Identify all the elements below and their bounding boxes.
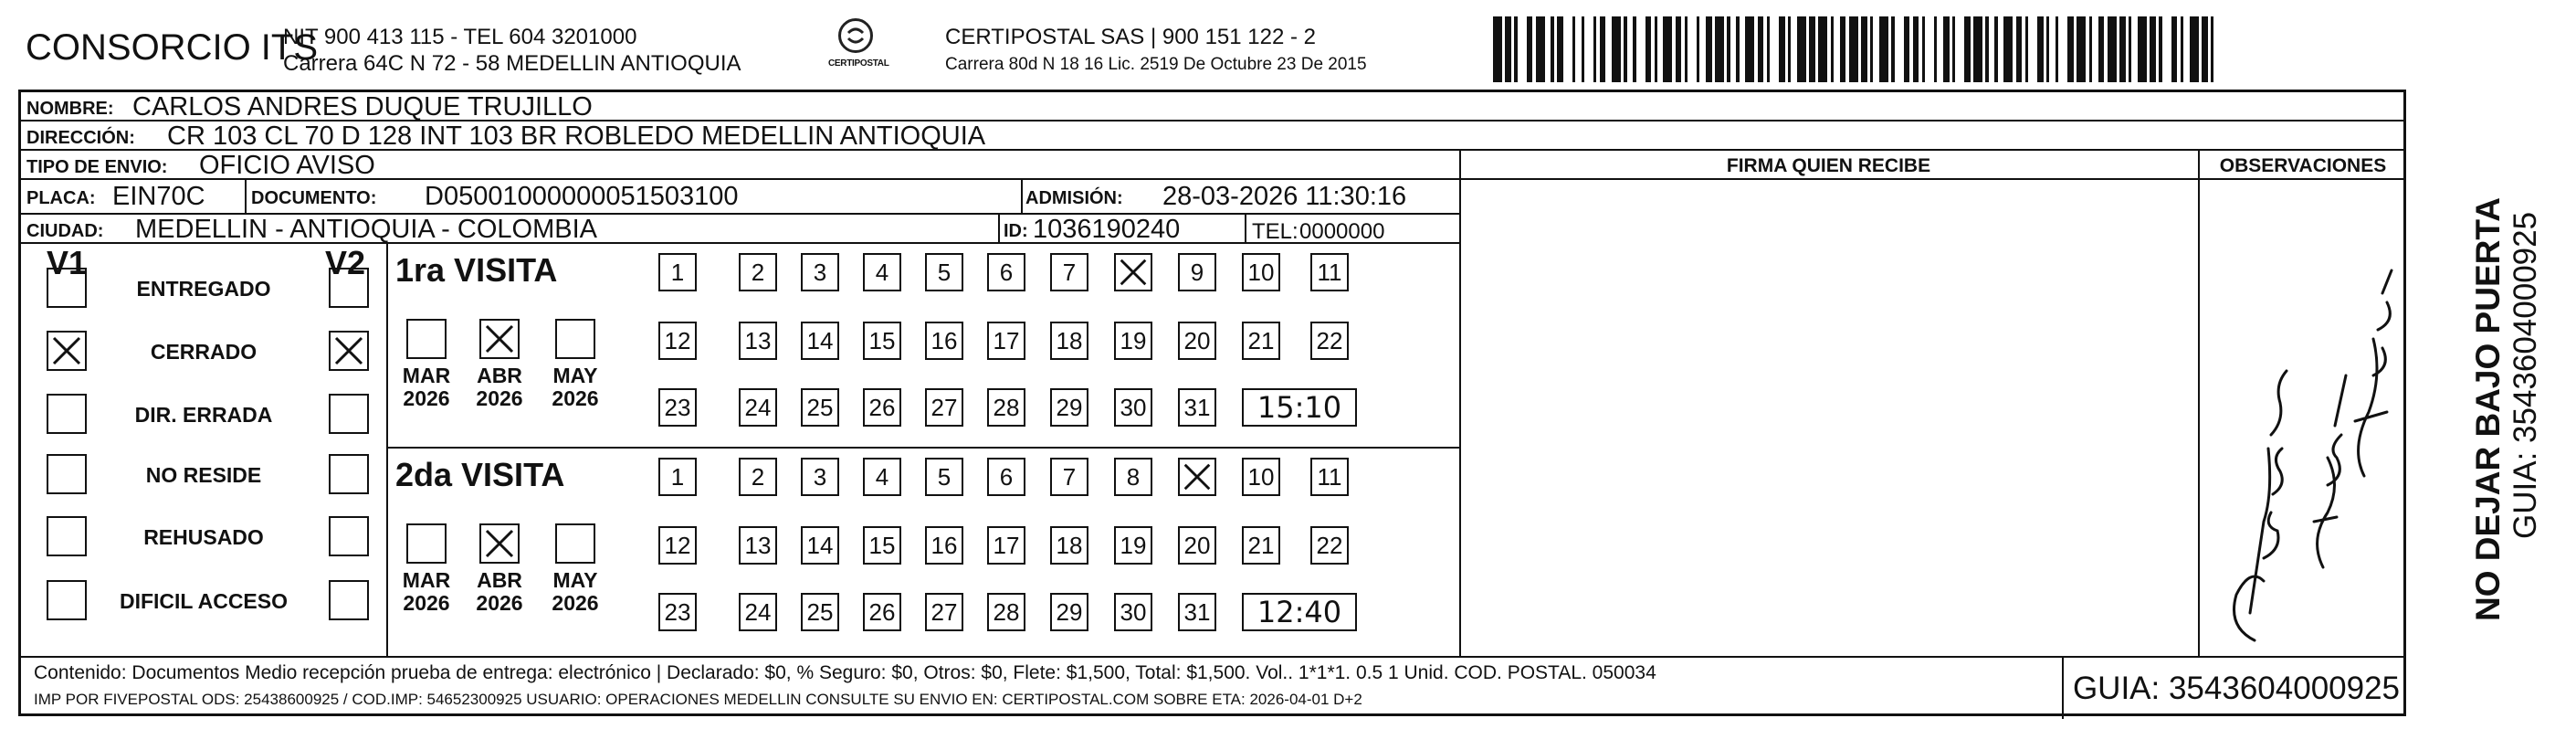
day-cell[interactable]: 10 [1242,253,1280,291]
barcode-bar [1575,16,1582,82]
firma-header: FIRMA QUIEN RECIBE [1726,155,1931,176]
v1-checkbox-5[interactable] [47,580,87,620]
month-label: MAY 2026 [552,364,599,410]
day-cell[interactable]: 12 [658,526,697,565]
barcode-bar [1904,16,1910,82]
day-cell[interactable]: 12 [658,322,697,360]
barcode-bar [1600,16,1606,82]
day-cell[interactable]: 23 [658,388,697,427]
month-checkbox-abr[interactable] [479,523,520,564]
tipo-label: TIPO DE ENVIO: [26,157,168,177]
barcode-bar [2092,16,2098,82]
barcode [1493,16,2224,82]
tipo-value: OFICIO AVISO [199,151,375,180]
barcode-bar [2108,16,2117,82]
v1-header: V1 [47,244,88,281]
barcode-bar [1663,16,1672,82]
barcode-bar [1770,16,1779,82]
barcode-bar [1584,16,1593,82]
tel-label: TEL: [1252,219,1299,244]
month-label: MAR 2026 [402,364,451,410]
logo-text: CERTIPOSTAL [828,58,889,69]
month-checkbox-abr[interactable] [479,319,520,359]
v1-checkbox-4[interactable] [47,516,87,556]
month-label: MAY 2026 [552,568,599,615]
day-cell[interactable]: 15 [863,526,901,565]
nombre-label: NOMBRE: [26,99,114,119]
barcode-bar [1706,16,1712,82]
tel-value: 0000000 [1299,219,1385,244]
barcode-bar [2162,16,2171,82]
barcode-bar [1989,16,1995,82]
barcode-bar [2077,16,2086,82]
placa-row [21,180,1459,215]
day-cell[interactable]: 3 [801,458,839,496]
month-checkbox-mar[interactable] [406,523,447,564]
day-cell[interactable]: 14 [801,322,839,360]
day-cell[interactable]: 30 [1114,593,1152,631]
company-info [283,24,741,77]
certipostal-logo [828,18,892,82]
day-cell[interactable]: 28 [987,388,1025,427]
barcode-bar [1563,16,1572,82]
status-label: CERRADO [150,340,258,364]
barcode-bar [1861,16,1867,82]
documento-label: DOCUMENTO: [251,188,377,208]
day-cell[interactable]: 5 [925,253,963,291]
day-cell[interactable]: 14 [801,526,839,565]
v2-checkbox-0[interactable] [329,268,369,308]
day-cell[interactable]: 30 [1114,388,1152,427]
status-label: DIR. ERRADA [134,403,273,427]
barcode-bar [1612,16,1621,82]
day-cell[interactable] [1114,253,1152,291]
v2-checkbox-2[interactable] [329,394,369,434]
day-cell[interactable]: 17 [987,526,1025,565]
certipostal-info [945,24,1367,79]
id-label: ID: [1004,221,1028,241]
day-cell[interactable]: 19 [1114,526,1152,565]
day-cell[interactable]: 7 [1050,458,1088,496]
day-cell[interactable]: 18 [1050,322,1088,360]
observaciones-header: OBSERVACIONES [2219,155,2387,176]
status-label: ENTREGADO [136,277,271,301]
day-cell[interactable]: 20 [1178,322,1216,360]
placa-value: EIN70C [112,182,205,211]
barcode-bar [1913,16,1919,82]
day-cell[interactable]: 2 [739,253,777,291]
status-label: REHUSADO [143,525,264,549]
day-cell[interactable]: 3 [801,253,839,291]
barcode-bar [2049,16,2056,82]
barcode-bar [1873,16,1879,82]
day-cell[interactable]: 1 [658,458,697,496]
contenido-text: Contenido: Documentos Medio recepción prueba de entrega: electrónico | Declarado: $0, % Seguro: $0, Otros: $0, Flete: $1,500, Total: $1,500. Vol.. 1*1*1. 0.5 1 Unid. COD. POSTAL. 050034 [34,662,1656,683]
barcode-bar [2190,16,2199,82]
day-cell[interactable]: 31 [1178,388,1216,427]
barcode-bar [1518,16,1527,82]
barcode-bar [1536,16,1545,82]
day-cell[interactable]: 29 [1050,593,1088,631]
v1-checkbox-3[interactable] [47,454,87,494]
v2-header: V2 [325,244,366,281]
day-cell[interactable]: 2 [739,458,777,496]
logo-icon [838,18,873,53]
barcode-bar [2138,16,2147,82]
visit-title: 2da VISITA [395,456,565,493]
status-label: NO RESIDE [145,463,262,487]
ciudad-label: CIUDAD: [26,221,104,241]
day-cell[interactable]: 25 [801,388,839,427]
nit-line: NIT 900 413 115 - TEL 604 3201000 [283,25,637,49]
barcode-bar [2003,16,2013,82]
v1-checkbox-2[interactable] [47,394,87,434]
month-checkbox-may[interactable] [555,523,595,564]
imp-text: IMP POR FIVEPOSTAL ODS: 25438600925 / COD.IMP: 54652300925 USUARIO: OPERACIONES MEDELLIN CONSULTE SU ENVIO EN: CERTIPOSTAL.COM SOBRE ETA: 2026-04-01 D+2 [34,691,1362,708]
day-cell[interactable]: 1 [658,253,697,291]
v2-checkbox-4[interactable] [329,516,369,556]
day-cell[interactable]: 6 [987,253,1025,291]
day-cell[interactable]: 7 [1050,253,1088,291]
barcode-bar [1895,16,1904,82]
company-address: Carrera 64C N 72 - 58 MEDELLIN ANTIOQUIA [283,51,741,76]
month-label: MAR 2026 [402,568,451,615]
barcode-bar [1840,16,1846,82]
day-cell[interactable]: 13 [739,322,777,360]
day-cell[interactable]: 21 [1242,526,1280,565]
direccion-value: CR 103 CL 70 D 128 INT 103 BR ROBLEDO MEDELLIN ANTIOQUIA [167,122,986,151]
barcode-bar [1493,16,1502,82]
barcode-bar [1657,16,1664,82]
day-cell[interactable]: 21 [1242,322,1280,360]
day-cell[interactable]: 9 [1178,253,1216,291]
v1-checkbox-1[interactable] [47,331,87,371]
day-cell[interactable]: 24 [739,593,777,631]
no-dejar-notice: NO DEJAR BAJO PUERTA [2469,197,2507,621]
company-name: CONSORCIO ITS [26,27,319,68]
barcode-bar [1809,16,1815,82]
barcode-bar [1636,16,1645,82]
month-label: ABR 2026 [476,568,523,615]
delivery-form [18,90,2406,716]
day-cell[interactable]: 6 [987,458,1025,496]
footer-guia: GUIA: 3543604000925 [2062,658,2409,719]
day-cell[interactable]: 8 [1114,458,1152,496]
ciudad-row [21,215,1459,244]
barcode-bar [1818,16,1827,82]
admision-value: 28-03-2026 11:30:16 [1162,182,1407,211]
day-cell[interactable]: 5 [925,458,963,496]
barcode-bar [1849,16,1858,82]
day-cell[interactable]: 25 [801,593,839,631]
month-label: ABR 2026 [476,364,523,410]
barcode-bar [1605,16,1612,82]
documento-value: D05001000000051503100 [425,182,739,211]
day-cell[interactable]: 24 [739,388,777,427]
barcode-bar [1645,16,1652,82]
day-cell[interactable]: 4 [863,458,901,496]
v1-checkbox-0[interactable] [47,268,87,308]
barcode-bar [2016,16,2023,82]
barcode-bar [2037,16,2044,82]
placa-label: PLACA: [26,188,96,208]
visit-time[interactable]: 15:10 [1242,388,1357,427]
barcode-bar [1779,16,1785,82]
barcode-bar [1955,16,1964,82]
barcode-bar [2028,16,2037,82]
day-cell[interactable]: 13 [739,526,777,565]
admision-label: ADMISIÓN: [1025,188,1123,208]
status-label: DIFICIL ACCESO [119,589,288,613]
barcode-bar [2131,16,2138,82]
day-cell[interactable]: 26 [863,388,901,427]
day-cell[interactable]: 19 [1114,322,1152,360]
day-cell[interactable]: 17 [987,322,1025,360]
nombre-value: CARLOS ANDRES DUQUE TRUJILLO [132,92,593,122]
barcode-bar [1998,16,2004,82]
barcode-bar [2202,16,2208,82]
barcode-bar [1879,16,1888,82]
barcode-bar [1676,16,1682,82]
day-cell[interactable]: 29 [1050,388,1088,427]
handwritten-observation [2200,266,2406,654]
barcode-bar [1745,16,1754,82]
day-cell[interactable]: 22 [1310,322,1349,360]
barcode-bar [1834,16,1840,82]
barcode-bar [2119,16,2126,82]
day-cell[interactable]: 31 [1178,593,1216,631]
barcode-bar [1627,16,1634,82]
barcode-bar [2098,16,2105,82]
barcode-bar [2171,16,2178,82]
barcode-bar [2183,16,2190,82]
barcode-bar [1527,16,1533,82]
barcode-bar [1730,16,1737,82]
month-checkbox-mar[interactable] [406,319,447,359]
certipostal-license: Carrera 80d N 18 16 Lic. 2519 De Octubre 23 De 2015 [945,55,1367,74]
nombre-row [21,92,2406,122]
barcode-bar [1688,16,1697,82]
day-cell[interactable]: 16 [925,526,963,565]
barcode-bar [1740,16,1746,82]
barcode-bar [1943,16,1950,82]
day-cell[interactable]: 4 [863,253,901,291]
barcode-bar [1973,16,1982,82]
visit-title: 1ra VISITA [395,251,558,289]
day-cell[interactable]: 10 [1242,458,1280,496]
barcode-bar [1699,16,1706,82]
certipostal-line: CERTIPOSTAL SAS | 900 151 122 - 2 [945,25,1316,49]
barcode-bar [1925,16,1934,82]
barcode-bar [1715,16,1724,82]
id-value: 1036190240 [1033,215,1181,244]
side-guia: GUIA: 3543604000925 [2508,211,2543,539]
day-cell[interactable]: 11 [1310,458,1349,496]
day-cell[interactable]: 28 [987,593,1025,631]
v2-checkbox-5[interactable] [329,580,369,620]
month-checkbox-may[interactable] [555,319,595,359]
v2-checkbox-3[interactable] [329,454,369,494]
barcode-bar [1545,16,1551,82]
day-cell[interactable]: 18 [1050,526,1088,565]
day-cell[interactable]: 15 [863,322,901,360]
ciudad-value: MEDELLIN - ANTIOQUIA - COLOMBIA [135,215,597,244]
day-cell[interactable]: 16 [925,322,963,360]
barcode-bar [1797,16,1806,82]
tipo-row [21,151,1459,180]
barcode-bar [1937,16,1943,82]
day-cell[interactable]: 27 [925,593,963,631]
barcode-bar [2213,16,2223,82]
visit-time[interactable]: 12:40 [1242,593,1357,631]
side-panel [2466,110,2575,694]
v2-checkbox-1[interactable] [329,331,369,371]
barcode-bar [1557,16,1563,82]
barcode-bar [2067,16,2074,82]
barcode-bar [1964,16,1971,82]
day-cell[interactable]: 26 [863,593,901,631]
barcode-bar [2150,16,2156,82]
barcode-bar [2058,16,2067,82]
day-cell[interactable]: 11 [1310,253,1349,291]
barcode-bar [1505,16,1511,82]
direccion-row [21,122,2406,151]
direccion-label: DIRECCIÓN: [26,128,135,148]
day-cell[interactable]: 23 [658,593,697,631]
day-cell[interactable]: 27 [925,388,963,427]
barcode-bar [1758,16,1764,82]
day-cell[interactable]: 22 [1310,526,1349,565]
barcode-bar [1791,16,1797,82]
day-cell[interactable]: 20 [1178,526,1216,565]
day-cell[interactable] [1178,458,1216,496]
